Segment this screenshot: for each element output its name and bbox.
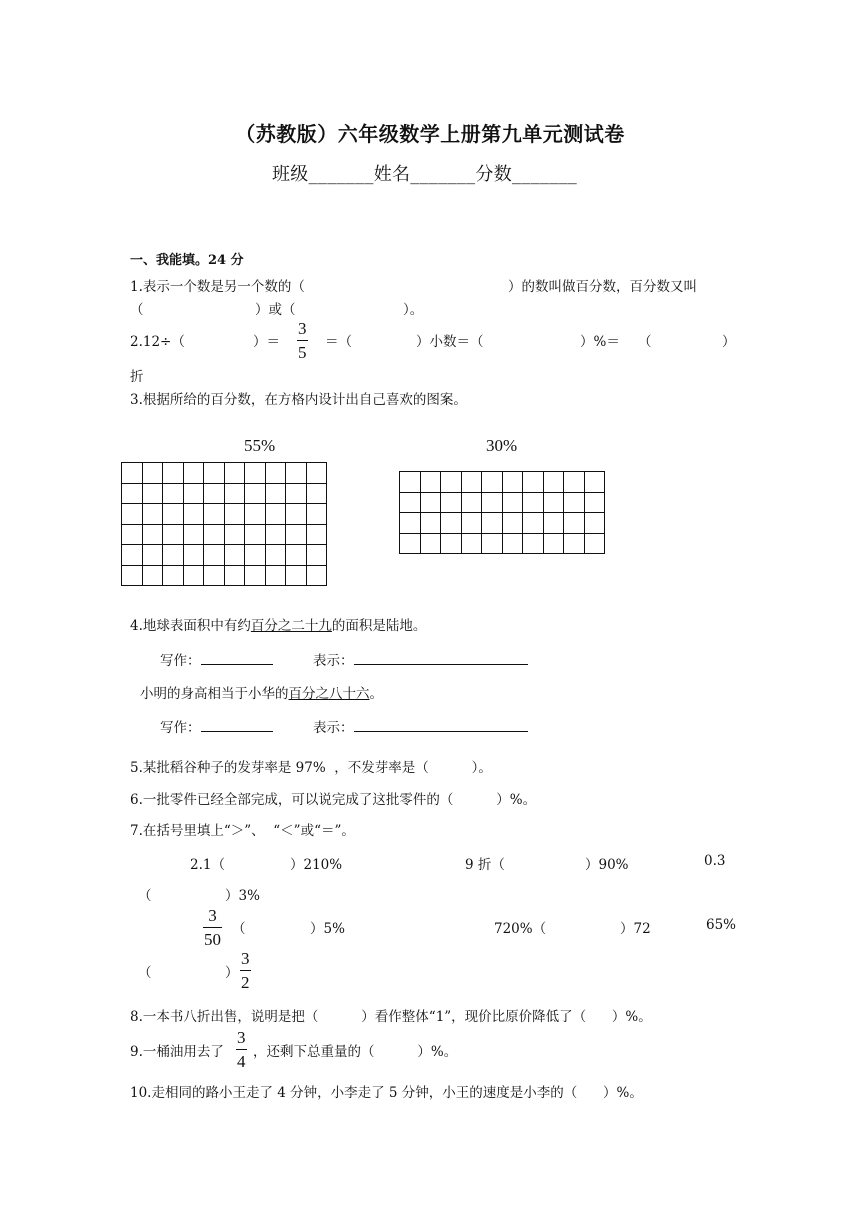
grid-cell[interactable] <box>163 463 184 484</box>
grid-cell[interactable] <box>584 513 605 534</box>
q8-text: 8.一本书八折出售，说明是把（ ）看作整体“1”，现价比原价降低了（ ）%。 <box>130 1009 652 1025</box>
q4-write-1 <box>160 649 273 669</box>
q7-fraction-1 <box>203 907 222 948</box>
grid-cell[interactable] <box>420 472 441 493</box>
q7-r3-c: 720%（ <box>494 921 547 937</box>
grid-cell[interactable] <box>204 524 225 545</box>
page-title: （苏教版）六年级数学上册第九单元测试卷 <box>235 122 625 146</box>
grid-cell[interactable] <box>122 463 143 484</box>
grid-cell[interactable] <box>245 504 266 525</box>
grid-cell[interactable] <box>502 513 523 534</box>
q2-part-d: ）小数＝（ <box>416 334 484 350</box>
grid-cell[interactable] <box>224 504 245 525</box>
q2-part-a: 2.12÷（ <box>130 334 185 350</box>
q7-r1-c: 9 折（ <box>465 857 505 873</box>
grid-2-label: 30% <box>486 436 518 455</box>
grid-30-percent[interactable] <box>399 471 605 554</box>
grid-cell[interactable] <box>224 565 245 586</box>
q10-text: 10.走相同的路小王走了 4 分钟，小李走了 5 分钟，小王的速度是小李的（ ）%。 <box>130 1085 643 1101</box>
grid-cell[interactable] <box>286 545 307 566</box>
q4-show-2 <box>313 716 528 736</box>
q3-text: 3.根据所给的百分数，在方格内设计出自己喜欢的图案。 <box>130 392 467 408</box>
q2-part-c: ＝（ <box>325 334 352 350</box>
grid-cell[interactable] <box>441 533 462 554</box>
q4-line2-pre: 小明的身高相当于小华的 <box>140 686 289 702</box>
grid-cell[interactable] <box>400 513 421 534</box>
grid-cell[interactable] <box>564 513 585 534</box>
q7-r4-b: ） <box>225 965 239 981</box>
grid-cell[interactable] <box>265 504 286 525</box>
grid-cell[interactable] <box>400 533 421 554</box>
grid-cell[interactable] <box>461 492 482 513</box>
grid-cell[interactable] <box>224 463 245 484</box>
q7-fraction-1-numerator: 3 <box>208 906 217 925</box>
grid-cell[interactable] <box>543 513 564 534</box>
grid-cell[interactable] <box>502 472 523 493</box>
grid-cell[interactable] <box>122 504 143 525</box>
q7-fraction-2 <box>240 950 251 991</box>
grid-cell[interactable] <box>286 524 307 545</box>
q4-show-blank-1[interactable] <box>354 664 528 665</box>
q1-line1-end: ）的数叫做百分数，百分数又叫 <box>508 279 697 295</box>
grid-cell[interactable] <box>204 545 225 566</box>
grid-cell[interactable] <box>204 463 225 484</box>
grid-cell[interactable] <box>204 483 225 504</box>
grid-cell[interactable] <box>543 472 564 493</box>
q7-text: 7.在括号里填上“＞”、 “＜”或“＝”。 <box>130 823 355 839</box>
grid-cell[interactable] <box>245 545 266 566</box>
q4-write-blank-1[interactable] <box>201 664 273 665</box>
q4-write-label-2: 写作： <box>160 720 201 736</box>
grid-cell[interactable] <box>441 472 462 493</box>
grid-cell[interactable] <box>245 524 266 545</box>
grid-cell[interactable] <box>461 472 482 493</box>
grid-cell[interactable] <box>564 533 585 554</box>
q7-fraction-2-numerator: 3 <box>241 949 250 968</box>
q1-line2-mid: ）或（ <box>255 302 296 318</box>
q4-line2 <box>140 682 383 702</box>
grid-cell[interactable] <box>286 504 307 525</box>
q2-part-g: ） <box>722 334 736 350</box>
grid-cell[interactable] <box>265 524 286 545</box>
q4-write-blank-2[interactable] <box>201 731 273 732</box>
q7-fraction-2-denominator: 2 <box>241 973 250 992</box>
grid-cell[interactable] <box>543 492 564 513</box>
q4-line1-post: 的面积是陆地。 <box>331 618 427 634</box>
grid-cell[interactable] <box>584 533 605 554</box>
grid-cell[interactable] <box>122 545 143 566</box>
grid-cell[interactable] <box>163 545 184 566</box>
q7-r2-a: （ <box>138 888 152 904</box>
q7-r2-b: ）3% <box>225 888 260 904</box>
q2-part-e: ）%＝ <box>580 334 620 350</box>
q7-r1-b: ）210% <box>290 857 343 873</box>
grid-cell[interactable] <box>584 492 605 513</box>
grid-cell[interactable] <box>420 513 441 534</box>
q7-r3-b: ）5% <box>310 921 345 937</box>
grid-cell[interactable] <box>224 483 245 504</box>
grid-cell[interactable] <box>286 483 307 504</box>
grid-cell[interactable] <box>142 504 163 525</box>
q4-show-1 <box>313 649 528 669</box>
grid-cell[interactable] <box>482 492 503 513</box>
grid-cell[interactable] <box>204 565 225 586</box>
grid-cell[interactable] <box>400 492 421 513</box>
grid-cell[interactable] <box>142 545 163 566</box>
grid-cell[interactable] <box>543 533 564 554</box>
q7-r1-d: ）90% <box>585 857 629 873</box>
q2-fraction-denominator: 5 <box>298 343 307 362</box>
q2-part-f: （ <box>638 334 652 350</box>
grid-cell[interactable] <box>142 463 163 484</box>
q1-line2-end: ）。 <box>403 302 424 318</box>
grid-cell[interactable] <box>183 504 204 525</box>
student-info-line: 班级_______姓名_______分数_______ <box>272 164 578 185</box>
q4-line1-underlined: 百分之二十九 <box>250 618 332 634</box>
grid-cell[interactable] <box>224 545 245 566</box>
grid-cell[interactable] <box>142 483 163 504</box>
q2-part-b: ）＝ <box>253 334 280 350</box>
grid-cell[interactable] <box>523 472 544 493</box>
grid-cell[interactable] <box>420 533 441 554</box>
grid-1-label: 55% <box>244 436 276 455</box>
grid-cell[interactable] <box>461 533 482 554</box>
grid-cell[interactable] <box>122 565 143 586</box>
grid-cell[interactable] <box>441 492 462 513</box>
q6-text: 6.一批零件已经全部完成，可以说完成了这批零件的（ ）%。 <box>130 792 537 808</box>
q1-line1-start: 1.表示一个数是另一个数的（ <box>130 279 305 295</box>
q1-line2-start: （ <box>130 302 144 318</box>
grid-cell[interactable] <box>286 565 307 586</box>
grid-cell[interactable] <box>306 504 327 525</box>
grid-cell[interactable] <box>122 524 143 545</box>
grid-cell[interactable] <box>400 472 421 493</box>
grid-cell[interactable] <box>482 533 503 554</box>
grid-cell[interactable] <box>183 483 204 504</box>
q9-fraction-denominator: 4 <box>237 1052 246 1071</box>
grid-cell[interactable] <box>461 513 482 534</box>
grid-cell[interactable] <box>183 524 204 545</box>
grid-cell[interactable] <box>502 492 523 513</box>
q4-show-label-1: 表示： <box>313 653 354 669</box>
grid-cell[interactable] <box>420 492 441 513</box>
q7-r3-d: ）72 <box>620 921 651 937</box>
grid-cell[interactable] <box>441 513 462 534</box>
q7-r1-a: 2.1（ <box>190 857 225 873</box>
grid-cell[interactable] <box>163 565 184 586</box>
grid-cell[interactable] <box>286 463 307 484</box>
q4-line1-pre: 4.地球表面积中有约 <box>130 618 251 634</box>
grid-cell[interactable] <box>306 463 327 484</box>
grid-cell[interactable] <box>564 492 585 513</box>
grid-cell[interactable] <box>122 483 143 504</box>
grid-cell[interactable] <box>204 504 225 525</box>
grid-cell[interactable] <box>523 492 544 513</box>
q7-r4-a: （ <box>138 965 152 981</box>
grid-cell[interactable] <box>265 545 286 566</box>
grid-55-percent[interactable] <box>121 462 327 586</box>
grid-cell[interactable] <box>163 504 184 525</box>
grid-cell[interactable] <box>163 483 184 504</box>
grid-cell[interactable] <box>142 524 163 545</box>
grid-cell[interactable] <box>584 472 605 493</box>
q4-line1 <box>130 614 426 634</box>
grid-cell[interactable] <box>265 483 286 504</box>
q4-write-2 <box>160 716 273 736</box>
grid-cell[interactable] <box>265 565 286 586</box>
q7-r1-e: 0.3 <box>704 853 726 869</box>
q2-fraction <box>297 320 308 361</box>
grid-cell[interactable] <box>245 483 266 504</box>
q7-fraction-1-denominator: 50 <box>204 930 221 949</box>
grid-cell[interactable] <box>245 463 266 484</box>
grid-cell[interactable] <box>245 565 266 586</box>
grid-cell[interactable] <box>183 565 204 586</box>
q4-show-label-2: 表示： <box>313 720 354 736</box>
grid-cell[interactable] <box>523 533 544 554</box>
grid-cell[interactable] <box>163 524 184 545</box>
q9-fraction <box>236 1029 247 1070</box>
q2-fraction-numerator: 3 <box>298 319 307 338</box>
grid-cell[interactable] <box>306 565 327 586</box>
q4-line2-underlined: 百分之八十六 <box>288 686 370 702</box>
q4-show-blank-2[interactable] <box>354 731 528 732</box>
grid-cell[interactable] <box>224 524 245 545</box>
grid-cell[interactable] <box>502 533 523 554</box>
q5-text: 5.某批稻谷种子的发芽率是 97% ，不发芽率是（ ）。 <box>130 760 492 776</box>
q9-pre: 9.一桶油用去了 <box>130 1044 224 1060</box>
grid-cell[interactable] <box>183 463 204 484</box>
q4-line2-post: 。 <box>369 686 383 702</box>
q9-post: ，还剩下总重量的（ ）%。 <box>253 1044 458 1060</box>
q7-r3-a: （ <box>232 921 246 937</box>
grid-cell[interactable] <box>306 545 327 566</box>
section-1-title: 一、我能填。24 分 <box>130 253 244 268</box>
grid-cell[interactable] <box>482 513 503 534</box>
grid-cell[interactable] <box>523 513 544 534</box>
q2-tail: 折 <box>130 369 144 385</box>
q7-r3-e: 65% <box>706 917 737 933</box>
grid-cell[interactable] <box>265 463 286 484</box>
grid-cell[interactable] <box>564 472 585 493</box>
grid-cell[interactable] <box>306 483 327 504</box>
grid-cell[interactable] <box>306 524 327 545</box>
q9-fraction-numerator: 3 <box>237 1028 246 1047</box>
q4-write-label-1: 写作： <box>160 653 201 669</box>
grid-cell[interactable] <box>183 545 204 566</box>
grid-cell[interactable] <box>482 472 503 493</box>
grid-cell[interactable] <box>142 565 163 586</box>
